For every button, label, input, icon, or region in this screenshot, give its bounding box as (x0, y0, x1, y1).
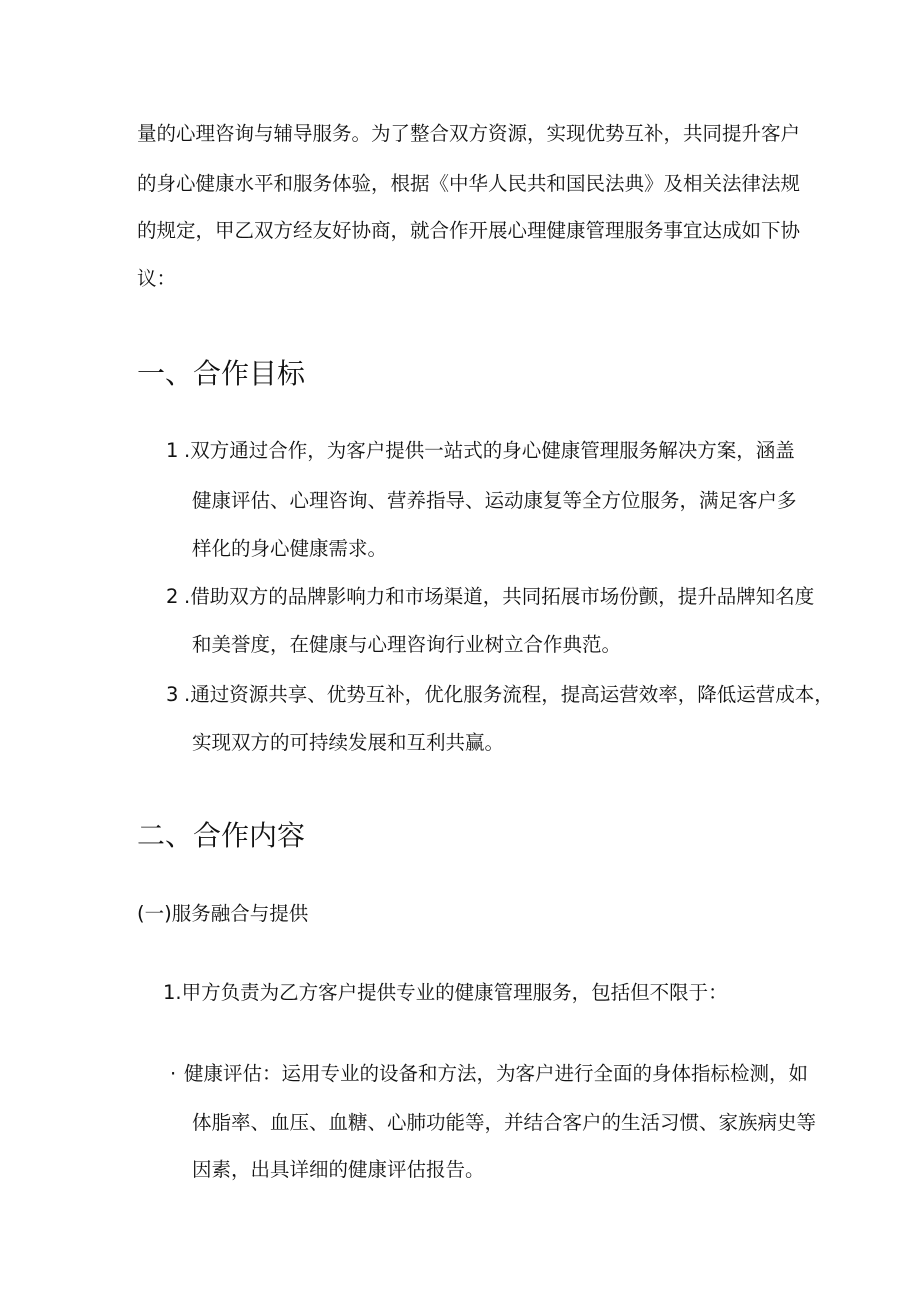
section-2-heading: 二、合作内容 (137, 819, 306, 852)
bullet-line: 因素，出具详细的健康评估报告。 (192, 1158, 485, 1181)
bullet-line: 体脂率、血压、血糖、心肺功能等，并结合客户的生活习惯、家族病史等 (192, 1111, 817, 1134)
section-1-heading: 一、合作目标 (137, 357, 306, 390)
list-item-line: 健康评估、心理咨询、营养指导、运动康复等全方位服务，满足客户多 (192, 489, 797, 512)
list-item-number: 3 (166, 683, 179, 706)
section-2-item-1: 1.甲方负责为乙方客户提供专业的健康管理服务，包括但不限于： (163, 981, 728, 1004)
list-item-number: 1 (166, 439, 179, 462)
intro-line-2: 的身心健康水平和服务体验，根据《中华人民共和国民法典》及相关法律法规 (137, 172, 801, 195)
bullet-line: 健康评估：运用专业的设备和方法，为客户进行全面的身体指标检测，如 (184, 1062, 809, 1085)
list-item-line: 样化的身心健康需求。 (192, 537, 388, 560)
intro-line-4: 议： (137, 267, 177, 290)
list-item-line: .通过资源共享、优势互补，优化服务流程，提高运营效率，降低运营成本， (184, 683, 834, 706)
list-item-line: .双方通过合作，为客户提供一站式的身心健康管理服务解决方案，涵盖 (184, 439, 795, 462)
section-2-subheading: (一)服务融合与提供 (137, 902, 309, 925)
list-item-line: .借助双方的品牌影响力和市场渠道，共同拓展市场份颤，提升品牌知名度 (184, 585, 815, 608)
list-item-number: 2 (166, 585, 179, 608)
bullet-mark: · (170, 1062, 177, 1085)
list-item-line: 实现双方的可持续发展和互利共赢。 (192, 731, 505, 754)
intro-line-3: 的规定，甲乙双方经友好协商，就合作开展心理健康管理服务事宜达成如下协 (137, 219, 801, 242)
intro-line-1: 量的心理咨询与辅导服务。为了整合双方资源，实现优势互补，共同提升客户 (137, 122, 801, 145)
list-item-line: 和美誉度，在健康与心理咨询行业树立合作典范。 (192, 633, 622, 656)
